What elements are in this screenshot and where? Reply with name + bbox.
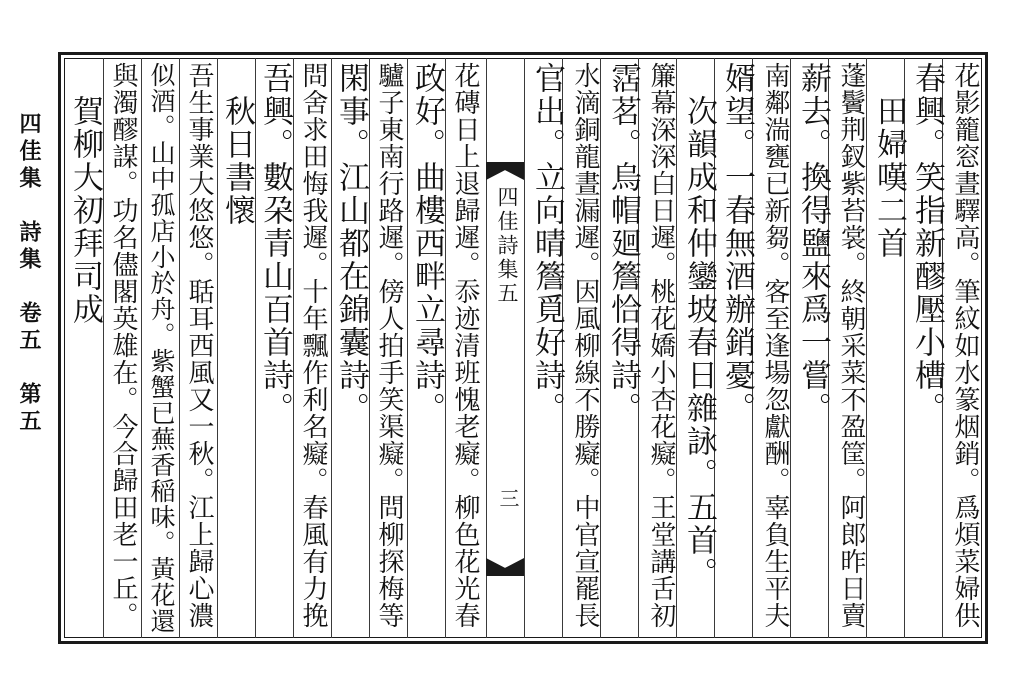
text-column: 婿望。一春無酒辦銷憂。 (719, 62, 755, 425)
text-column: 薪去。換得鹽來爲一嘗。 (795, 62, 831, 425)
text-column: 似酒。山中孤店小於舟。紫蟹已蕪香稲味。黃花還 (147, 62, 176, 634)
text-column: 吾興。數朶青山百首詩。 (257, 62, 293, 425)
text-column: 花磚日上退歸遲。忝迹清班愧老癡。柳色花光春 (450, 62, 480, 629)
poem-title: 田婦嘆二首 (871, 62, 907, 260)
poem-title: 次韻成和仲鑾坡春日雜詠。五首。 (681, 62, 717, 590)
page-number: 三 (496, 488, 520, 508)
text-column: 簾幕深深白日遲。桃花嬌小杏花癡。王堂講舌初 (646, 62, 676, 629)
fishtail-top-icon (486, 162, 524, 180)
text-column: 問舍求田悔我遲。十年飄作利名癡。春風有力挽 (298, 62, 328, 629)
center-fold-banxin (486, 58, 524, 638)
poem-title: 秋日書懷 (219, 62, 255, 227)
text-column: 官出。立向晴簷覓好詩。 (529, 62, 565, 425)
text-column: 與濁醪謀。功名儘閣英雄在。今合歸田老一丘。 (108, 62, 138, 629)
text-column: 南鄰湍甕已新芻。客至逢場忽獻酬。辜負生平夫 (760, 62, 790, 629)
text-column: 政好。曲樓西畔立尋詩。 (409, 62, 445, 425)
text-column: 花影籠窓晝驛高。筆紋如水篆烟銷。爲煩菜婦供 (950, 62, 980, 629)
poem-title: 賀柳大初拜司成 (67, 62, 103, 326)
text-column: 水滴銅龍晝漏遲。因風柳線不勝癡。中官宣罷長 (570, 62, 600, 629)
text-column: 驢子東南行路遲。傍人拍手笑渠癡。問柳探梅等 (374, 62, 404, 629)
column-rule (524, 58, 525, 638)
text-column: 蓬鬢荆釵紫苔裳。終朝采菜不盈筐。阿郎昨日賣 (836, 62, 866, 629)
fishtail-bottom-icon (486, 558, 524, 576)
text-column: 霑茗。烏帽廻簷恰得詩。 (605, 62, 641, 425)
text-column: 春興。笑指新醪壓小槽。 (909, 62, 945, 425)
text-column: 吾生事業大悠悠。聒耳西風又一秋。江上歸心濃 (184, 62, 214, 629)
text-column: 閑事。江山都在錦囊詩。 (333, 62, 369, 425)
banxin-title: 四佳詩集五 (495, 186, 519, 306)
side-margin-label: 四佳集 詩集 卷五 第五 (16, 112, 41, 436)
